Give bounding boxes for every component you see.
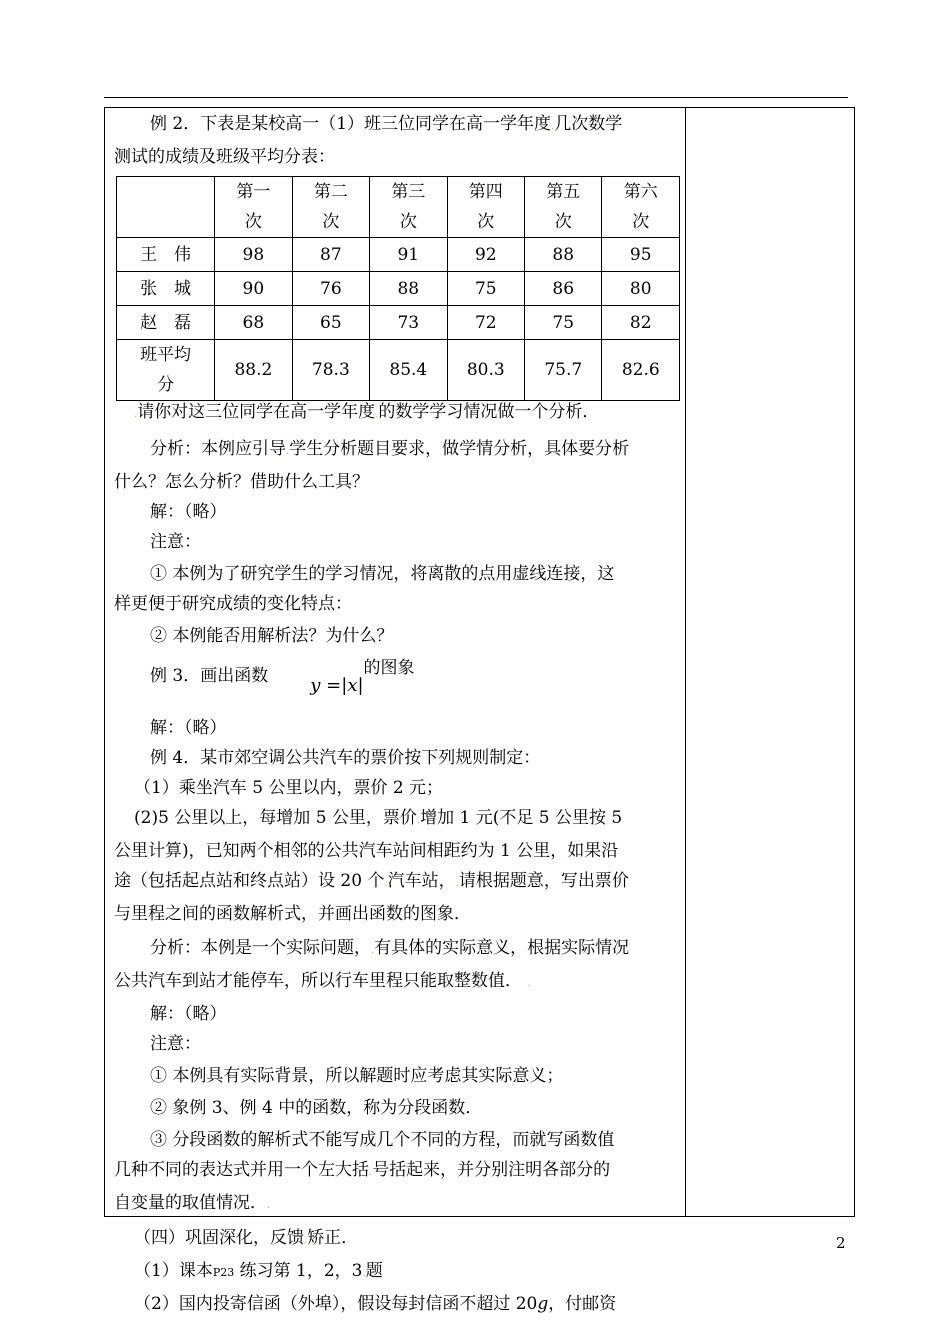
student-name: 赵 磊 [117,306,215,340]
score-cell: 91 [370,238,447,272]
table-header-row [117,177,680,238]
example2-intro [114,109,680,142]
example2-note-1: ① 本例为了研究学生的学习情况，将离散的点用虚线连接，这 [150,564,615,584]
example4-note-title: 注意： [150,1034,201,1054]
example4-rule-1: （1）乘坐汽车 5 公里以内，票价 2 元； [134,778,444,798]
score-table [116,176,680,401]
example4-analysis: 分析：本例是一个实际问题，.有具体的实际意义，根据实际情况 [150,938,630,958]
table-row [117,272,680,306]
abs-function-formula: y =|x| [310,675,364,696]
example2-analysis-line2: 什么？怎么分析？借助什么工具？ [114,472,369,492]
student-name: 王 伟 [117,238,215,272]
edit-mark: . [527,978,531,989]
table-average-row [117,340,680,401]
example4-note-3-line2: 几种不同的表达式并用一个左大括.号括起来，并分别注明各部分的 [114,1160,611,1180]
edit-mark: . [371,945,375,956]
edit-mark: . [375,409,379,420]
average-cell: 78.3 [292,340,369,401]
example4-note-1: ① 本例具有实际背景，所以解题时应考虑其实际意义； [150,1066,564,1086]
main-content [114,109,680,1319]
header-cell-2: 第二 次 [292,177,369,238]
score-cell: 92 [447,238,524,272]
example4-rule-2-line2: 公里计算)，已知两个相邻的公共汽车站间相距约为 1 公里，如果沿 [114,841,619,861]
edit-mark: . [134,409,138,420]
section4-item-2: （2）国内投寄信函（外埠），假设每封信函不超过 20g，付邮资 [134,1294,617,1314]
score-cell: 98 [215,238,292,272]
example2-note-1-line2: 样更便于研究成绩的变化特点： [114,594,352,614]
example4-note-3: ③ 分段函数的解析式不能写成几个不同的方程，而就写函数值 [150,1130,615,1150]
example4-solution: 解：（略） [150,1004,227,1024]
example4-note-2: ② 象例 3、例 4 中的函数，称为分段函数． [150,1098,483,1118]
average-cell: 88.2 [215,340,292,401]
average-cell: 80.3 [447,340,524,401]
example4-analysis-line2: 公共汽车到站才能停车，所以行车里程只能取整数值． . [114,971,531,991]
example4-rule-2-line3: 途（包括起点站和终点站）设 20 个.汽车站，.请根据题意，写出票价 [114,871,629,891]
score-cell: 68 [215,306,292,340]
score-cell: 82 [602,306,680,340]
edit-mark: . [369,1167,373,1178]
table-corner-cell [117,177,215,238]
score-cell: 72 [447,306,524,340]
edit-mark: . [455,878,459,889]
example2-intro-line2: 测试的成绩及班级平均分表： [114,147,335,167]
average-cell: 85.4 [370,340,447,401]
score-cell: 95 [602,238,680,272]
example2-note-title: 注意： [150,532,201,552]
column-divider [685,107,686,1217]
score-cell: 87 [292,238,369,272]
header-cell-1: 第一 次 [215,177,292,238]
page-number: 2 [836,1234,846,1252]
average-label: 班平均 分 [117,340,215,401]
edit-mark: . [304,1235,308,1246]
header-cell-3: 第三 次 [370,177,447,238]
score-cell: 75 [525,306,602,340]
header-rule [104,97,848,98]
example2-intro-line1b: 几次数学 [554,114,623,134]
edit-mark: . [384,878,388,889]
score-cell: 75 [447,272,524,306]
table-row [117,306,680,340]
score-cell: 80 [602,272,680,306]
student-name: 张 城 [117,272,215,306]
edit-mark: . [286,446,290,457]
score-cell: 65 [292,306,369,340]
example2-intro-line1: 例 2．下表是某校高一（1）班三位同学在高一学年度 [150,114,552,134]
example2-question: .请你对这三位同学在高一学年度.的数学学习情况做一个分析． [134,402,600,422]
edit-mark: . [551,121,555,132]
example3-text: 例 3．画出函数 y =|x|的图象 [114,653,680,697]
header-cell-6: 第六 次 [602,177,680,238]
page-reference: P23 [212,1266,235,1279]
score-cell: 73 [370,306,447,340]
example2-analysis: 分析：本例应引导.学生分析题目要求，做学情分析，具体要分析 [150,439,630,459]
average-cell: 75.7 [525,340,602,401]
header-cell-4: 第四 次 [447,177,524,238]
average-cell: 82.6 [602,340,680,401]
example2-note-2: ② 本例能否用解析法？为什么？ [150,626,394,646]
edit-mark: . [362,1268,366,1279]
score-cell: 86 [525,272,602,306]
example4-note-3-line3: 自变量的取值情况．. [114,1193,271,1213]
example4-rule-2: (2)5 公里以上，每增加 5 公里，票价.增加 1 元(不足 5 公里按 5 [134,808,623,828]
example2-solution: 解：（略） [150,502,227,522]
score-cell: 76 [292,272,369,306]
example4-text: 例 4．某市郊空调公共汽车的票价按下列规则制定： [150,748,541,768]
example3-solution: 解：（略） [150,718,227,738]
edit-mark: . [267,1200,271,1211]
score-cell: 90 [215,272,292,306]
table-row [117,238,680,272]
header-cell-5: 第五 次 [525,177,602,238]
section4-title: （四）巩固深化，反馈.矫正． [134,1228,359,1248]
section4-item-1: （1）课本P23 练习第 1，2，3.题 [134,1261,383,1281]
score-cell: 88 [525,238,602,272]
example4-rule-2-line4: 与里程之间的函数解析式，并画出函数的图象． [114,904,471,924]
edit-mark: . [416,815,421,826]
score-cell: 88 [370,272,447,306]
